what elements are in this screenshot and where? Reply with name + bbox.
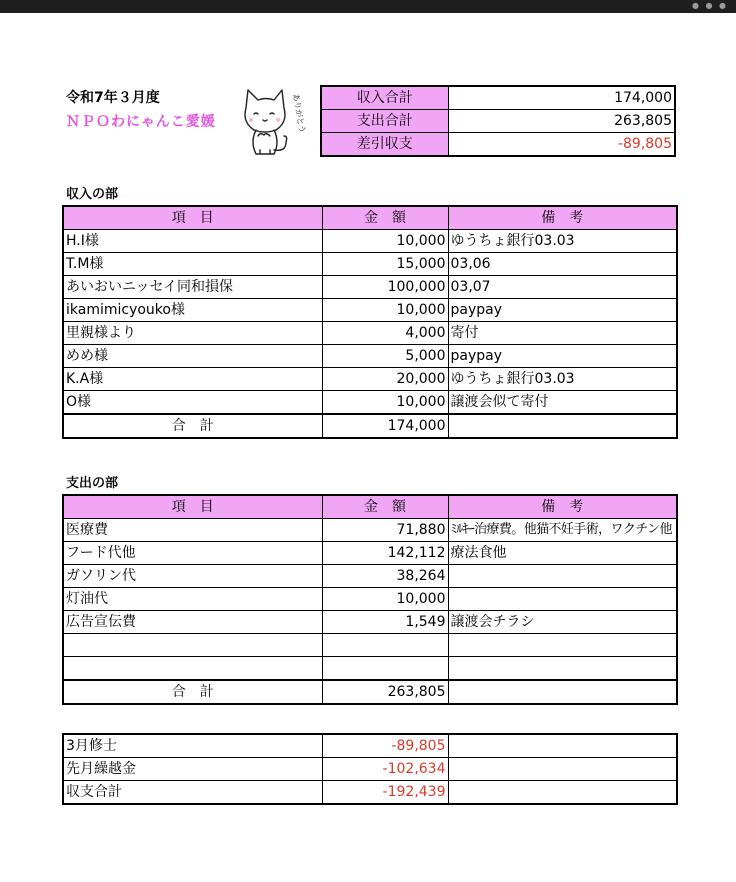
balance-table xyxy=(62,733,678,805)
row-note: ゆうちょ銀行03.03 xyxy=(448,230,677,253)
income-total-row xyxy=(63,414,677,438)
table-row xyxy=(63,542,677,565)
total-note xyxy=(448,414,677,438)
cat-text: ありがとう xyxy=(291,92,307,134)
table-row xyxy=(63,391,677,415)
row-amount: 15,000 xyxy=(322,253,448,276)
row-note: paypay xyxy=(448,299,677,322)
table-row xyxy=(63,781,677,805)
table-row xyxy=(63,253,677,276)
row-note: 譲渡会チラシ xyxy=(448,611,677,634)
table-row xyxy=(63,657,677,681)
row-note: ゆうちょ銀行03.03 xyxy=(448,368,677,391)
summary-value: 263,805 xyxy=(448,110,675,133)
row-amount: 10,000 xyxy=(322,391,448,415)
row-amount: 10,000 xyxy=(322,588,448,611)
row-note: 寄付 xyxy=(448,322,677,345)
header-item: 項 目 xyxy=(63,206,322,230)
balance-value: -192,439 xyxy=(322,781,448,805)
header-note: 備 考 xyxy=(448,206,677,230)
table-row xyxy=(63,322,677,345)
expense-section-title: 支出の部 xyxy=(66,476,119,491)
row-item: H.I様 xyxy=(63,230,322,253)
header-amount: 金 額 xyxy=(322,206,448,230)
row-note: 03,07 xyxy=(448,276,677,299)
income-section-title: 収入の部 xyxy=(66,187,119,202)
row-note: 03,06 xyxy=(448,253,677,276)
table-row xyxy=(63,758,677,781)
row-item xyxy=(63,657,322,681)
expense-total-row xyxy=(63,680,677,704)
row-amount: 4,000 xyxy=(322,322,448,345)
table-row xyxy=(63,611,677,634)
row-note xyxy=(448,565,677,588)
row-amount: 5,000 xyxy=(322,345,448,368)
total-label: 合 計 xyxy=(63,680,322,704)
row-item: 広告宣伝費 xyxy=(63,611,322,634)
total-label: 合 計 xyxy=(63,414,322,438)
table-row xyxy=(63,565,677,588)
row-note: 譲渡会似て寄付 xyxy=(448,391,677,415)
row-note: paypay xyxy=(448,345,677,368)
table-row xyxy=(63,734,677,758)
dots-icon: ● ● ● xyxy=(691,1,728,10)
row-item: 医療費 xyxy=(63,519,322,542)
expense-table xyxy=(62,494,678,705)
row-amount: 20,000 xyxy=(322,368,448,391)
total-amount: 263,805 xyxy=(322,680,448,704)
summary-row xyxy=(321,86,675,110)
row-note xyxy=(448,657,677,681)
row-amount: 71,880 xyxy=(322,519,448,542)
row-note: ﾐﾙｷｰ治療費。他猫不妊手術，ワクチン他 xyxy=(448,519,677,542)
row-item: ikamimicyouko様 xyxy=(63,299,322,322)
row-item: K.A様 xyxy=(63,368,322,391)
row-item: O様 xyxy=(63,391,322,415)
table-row xyxy=(63,634,677,657)
table-row xyxy=(63,368,677,391)
total-note xyxy=(448,680,677,704)
summary-value: -89,805 xyxy=(448,133,675,157)
header-amount: 金 額 xyxy=(322,495,448,519)
total-amount: 174,000 xyxy=(322,414,448,438)
header-note: 備 考 xyxy=(448,495,677,519)
balance-note xyxy=(448,734,677,758)
table-row xyxy=(63,519,677,542)
balance-label: 収支合計 xyxy=(63,781,322,805)
row-item: ガソリン代 xyxy=(63,565,322,588)
summary-value: 174,000 xyxy=(448,86,675,110)
balance-note xyxy=(448,781,677,805)
balance-label: 先月繰越金 xyxy=(63,758,322,781)
row-note: 療法食他 xyxy=(448,542,677,565)
header-item: 項 目 xyxy=(63,495,322,519)
income-table xyxy=(62,205,678,439)
balance-label: 3月修士 xyxy=(63,734,322,758)
summary-row xyxy=(321,110,675,133)
summary-label: 支出合計 xyxy=(321,110,448,133)
income-header-row xyxy=(63,206,677,230)
row-amount: 38,264 xyxy=(322,565,448,588)
row-item: 里親様より xyxy=(63,322,322,345)
row-amount: 1,549 xyxy=(322,611,448,634)
balance-note xyxy=(448,758,677,781)
row-amount: 142,112 xyxy=(322,542,448,565)
row-item: フード代他 xyxy=(63,542,322,565)
table-row xyxy=(63,588,677,611)
row-amount: 10,000 xyxy=(322,230,448,253)
row-item: あいおいニッセイ同和損保 xyxy=(63,276,322,299)
summary-label: 差引収支 xyxy=(321,133,448,157)
summary-table xyxy=(320,85,676,157)
table-row xyxy=(63,345,677,368)
table-row xyxy=(63,230,677,253)
balance-value: -89,805 xyxy=(322,734,448,758)
cat-illustration-icon xyxy=(238,80,307,160)
row-note xyxy=(448,588,677,611)
expense-header-row xyxy=(63,495,677,519)
table-row xyxy=(63,299,677,322)
row-item: 灯油代 xyxy=(63,588,322,611)
row-item xyxy=(63,634,322,657)
summary-row xyxy=(321,133,675,157)
row-note xyxy=(448,634,677,657)
summary-label: 収入合計 xyxy=(321,86,448,110)
row-item: めめ様 xyxy=(63,345,322,368)
row-amount: 100,000 xyxy=(322,276,448,299)
row-amount xyxy=(322,657,448,681)
row-amount xyxy=(322,634,448,657)
balance-value: -102,634 xyxy=(322,758,448,781)
table-row xyxy=(63,276,677,299)
window-top-bar xyxy=(0,0,736,13)
row-item: T.M様 xyxy=(63,253,322,276)
report-title: 令和7年３月度 xyxy=(66,90,160,106)
organization-name: ＮＰＯわにゃんこ愛媛 xyxy=(66,114,216,130)
row-amount: 10,000 xyxy=(322,299,448,322)
